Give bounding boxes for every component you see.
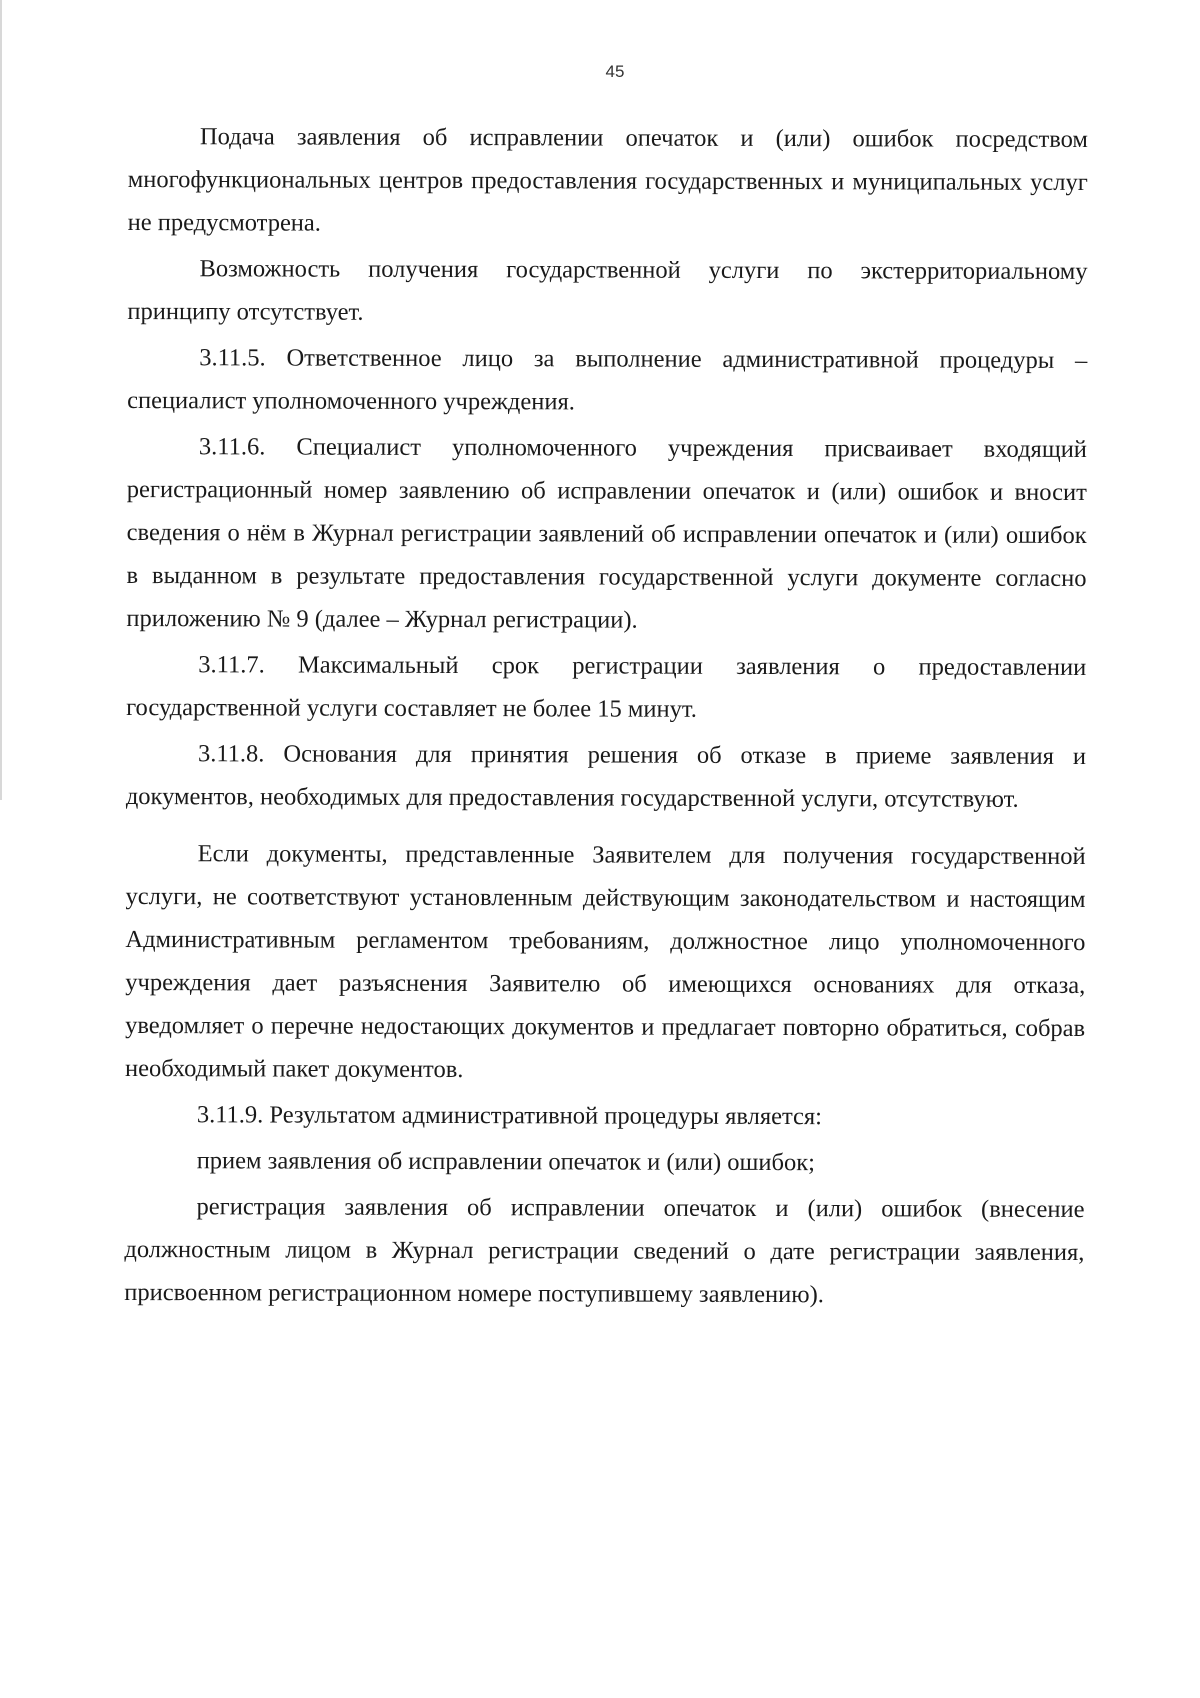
paragraph-3-11-6: 3.11.6. Специалист уполномоченного учреждения присваивает входящий регистрационный номер заявлению об исправлении опечаток и (или) ошибок и вносит сведения о нём в Журнал регистрации заявлений об исправлении опечаток и (или) ошибок в выданном в результате предоставления государственной услуги документе согласно приложению № 9 (далее – Журнал регистрации). bbox=[126, 433, 1087, 634]
paragraph-refusal-explanation: Если документы, представленные Заявителем для получения государственной услуги, не соответствуют установленным действующим законодательством и настоящим Административным регламентом требованиям, должностное лицо уполномоченного учреждения дает разъяснения Заявителю об имеющихся основаниях для отказа, уведомляет о перечне недостающих документов и предлагает повторно обратиться, собрав необходимый пакет документов. bbox=[124, 840, 1086, 1084]
document-body bbox=[124, 115, 1088, 1317]
paragraph-3-11-8: 3.11.8. Основания для принятия решения об отказе в приеме заявления и документов, необходимых для предоставления государственной услуги, отсутствуют. bbox=[125, 740, 1087, 813]
paragraph-3-11-7: 3.11.7. Максимальный срок регистрации заявления о предоставлении государственной услуги составляет не более 15 минут. bbox=[126, 651, 1087, 723]
paragraph-extraterritorial: Возможность получения государственной услуги по экстерриториальному принципу отсутствует. bbox=[127, 255, 1088, 326]
page-number: 45 bbox=[605, 62, 625, 81]
scan-edge bbox=[0, 0, 2, 800]
result-item-reception: прием заявления об исправлении опечаток и (или) ошибок; bbox=[196, 1147, 816, 1177]
paragraph-3-11-5: 3.11.5. Ответственное лицо за выполнение административной процедуры – специалист уполномоченного учреждения. bbox=[127, 344, 1088, 416]
result-item-registration: регистрация заявления об исправлении опечаток и (или) ошибок (внесение должностным лицом в Журнал регистрации сведений о дате регистрации заявления, присвоенном регистрационном номере поступившему заявлению). bbox=[124, 1193, 1085, 1309]
paragraph-mfc-submission: Подача заявления об исправлении опечаток и (или) ошибок посредством многофункциональных центров предоставления государственных и муниципальных услуг не предусмотрена. bbox=[127, 123, 1088, 237]
paragraph-3-11-9: 3.11.9. Результатом административной процедуры является: bbox=[196, 1101, 823, 1131]
